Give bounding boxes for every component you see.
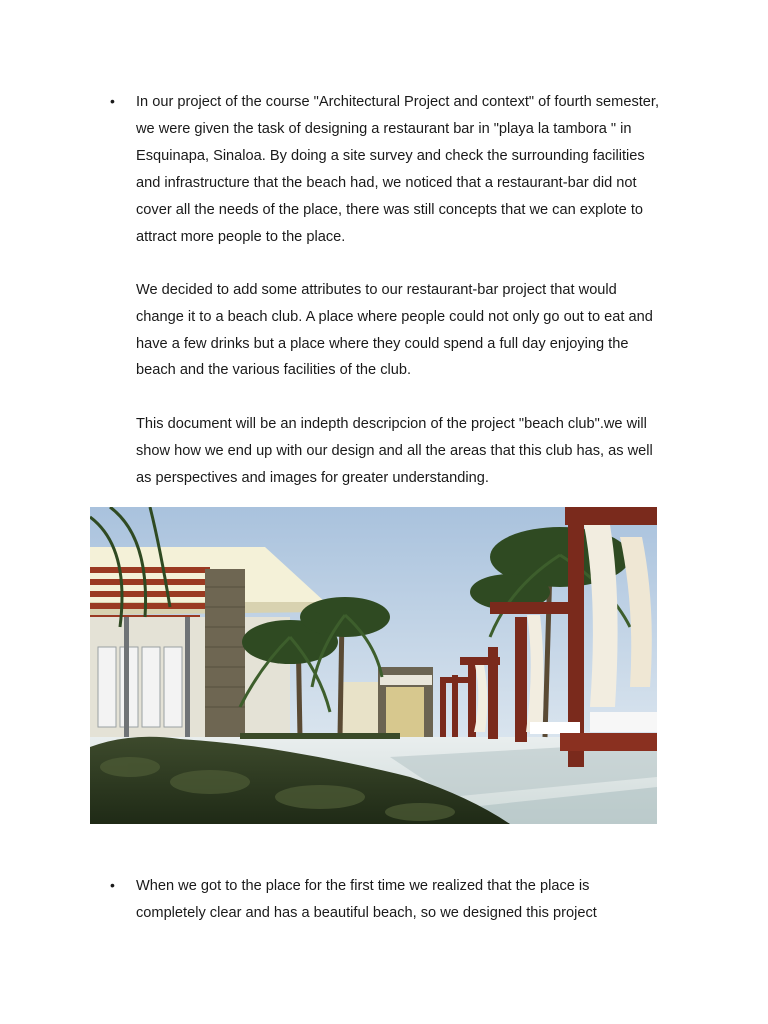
- text-line: cover all the needs of the place, there was still concepts that we can explote to: [136, 202, 644, 218]
- text-line: We decided to add some attributes to our restaurant-bar project that would: [136, 282, 617, 298]
- text-line: Esquinapa, Sinaloa. By doing a site survey and check the surrounding facilities: [136, 148, 645, 164]
- text-line: and infrastructure that the beach had, we noticed that a restaurant-bar did not: [136, 175, 637, 191]
- text-line: beach and the various facilities of the club.: [136, 362, 412, 378]
- text-line: completely clear and has a beautiful beach, so we designed this project: [136, 905, 597, 921]
- text-line: show how we end up with our design and all the areas that this club has, as well: [136, 443, 653, 459]
- text-line: change it to a beach club. A place where people could not only go out to eat and: [136, 309, 653, 325]
- text-line: attract more people to the place.: [136, 229, 346, 245]
- text-line: When we got to the place for the first time we realized that the place is: [136, 878, 590, 894]
- text-line: have a few drinks but a place where they could spend a full day enjoying the: [136, 336, 629, 352]
- bullet-marker: •: [110, 877, 115, 893]
- text-line: we were given the task of designing a restaurant bar in "playa la tambora " in: [136, 121, 632, 137]
- bullet-marker: •: [110, 93, 115, 109]
- text-line: This document will be an indepth descripcion of the project "beach club".we will: [136, 416, 647, 432]
- beach-club-render-image: [90, 507, 657, 824]
- text-line: as perspectives and images for greater understanding.: [136, 470, 489, 486]
- text-line: In our project of the course "Architectural Project and context" of fourth semester,: [136, 94, 660, 110]
